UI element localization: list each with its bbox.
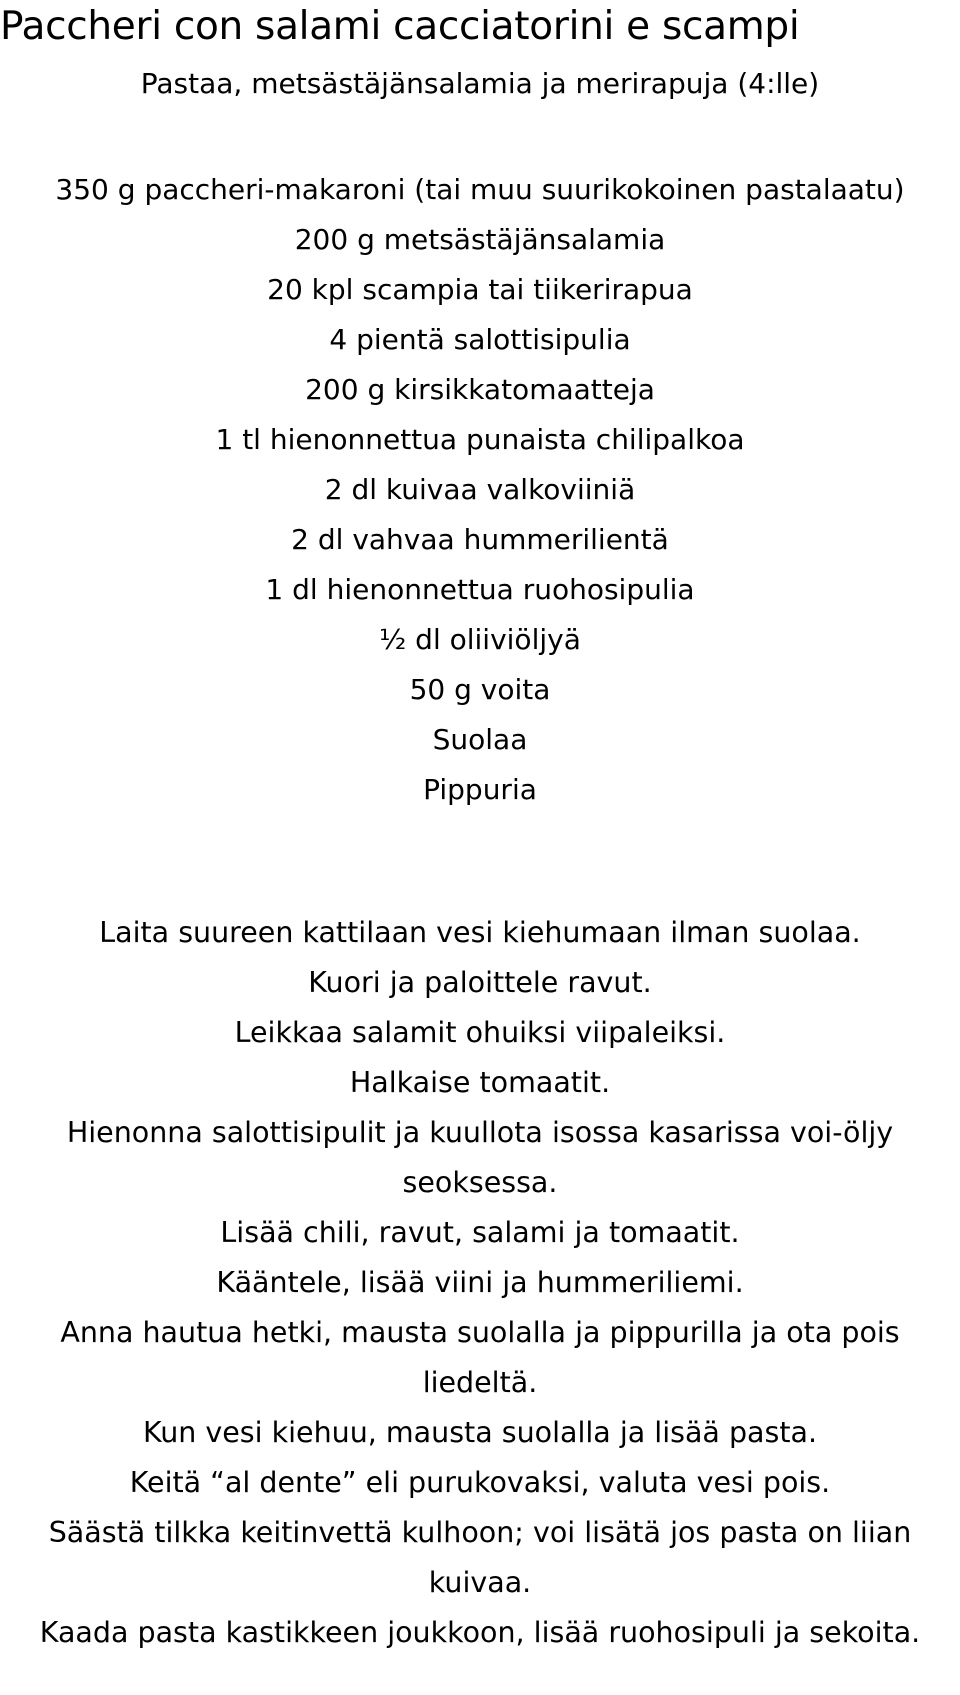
instruction-step: Kääntele, lisää viini ja hummeriliemi. (216, 1266, 744, 1299)
ingredient-item: 200 g metsästäjänsalamia (294, 223, 666, 256)
instruction-step: Keitä “al dente” eli purukovaksi, valuta vesi pois. (129, 1466, 831, 1499)
instruction-step: Leikkaa salamit ohuiksi viipaleiksi. (234, 1016, 726, 1049)
ingredient-item: 20 kpl scampia tai tiikerirapua (267, 273, 693, 306)
ingredient-item: ½ dl oliiviöljyä (379, 623, 581, 656)
instruction-step: Lisää chili, ravut, salami ja tomaatit. (220, 1216, 740, 1249)
recipe-title: Paccheri con salami cacciatorini e scampi (0, 4, 800, 49)
instruction-step: Kun vesi kiehuu, mausta suolalla ja lisää pasta. (142, 1416, 818, 1449)
ingredient-item: 1 dl hienonnettua ruohosipulia (265, 573, 695, 606)
ingredient-item: Pippuria (423, 773, 537, 806)
instruction-list (0, 908, 960, 1658)
ingredient-list (30, 165, 930, 815)
ingredient-item: 4 pientä salottisipulia (329, 323, 631, 356)
instruction-step: Anna hautua hetki, mausta suolalla ja pippurilla ja ota pois liedeltä. (60, 1316, 900, 1399)
instruction-step: Säästä tilkka keitinvettä kulhoon; voi lisätä jos pasta on liian kuivaa. (48, 1516, 912, 1599)
ingredient-item: 200 g kirsikkatomaatteja (305, 373, 655, 406)
instruction-step: Kaada pasta kastikkeen joukkoon, lisää ruohosipuli ja sekoita. (39, 1616, 921, 1649)
instruction-step: Halkaise tomaatit. (349, 1066, 611, 1099)
recipe-subtitle: Pastaa, metsästäjänsalamia ja merirapuja (4:lle) (140, 67, 820, 100)
instruction-step: Kuori ja paloittele ravut. (308, 966, 652, 999)
ingredient-item: 50 g voita (409, 673, 551, 706)
ingredient-item: Suolaa (432, 723, 528, 756)
ingredient-item: 350 g paccheri-makaroni (tai muu suurikokoinen pastalaatu) (55, 173, 905, 206)
ingredient-item: 2 dl kuivaa valkoviiniä (324, 473, 636, 506)
instruction-step: Laita suureen kattilaan vesi kiehumaan ilman suolaa. (99, 916, 861, 949)
ingredient-item: 1 tl hienonnettua punaista chilipalkoa (215, 423, 745, 456)
instruction-step: Hienonna salottisipulit ja kuullota isossa kasarissa voi-öljy seoksessa. (66, 1116, 894, 1199)
ingredient-item: 2 dl vahvaa hummerilientä (291, 523, 669, 556)
